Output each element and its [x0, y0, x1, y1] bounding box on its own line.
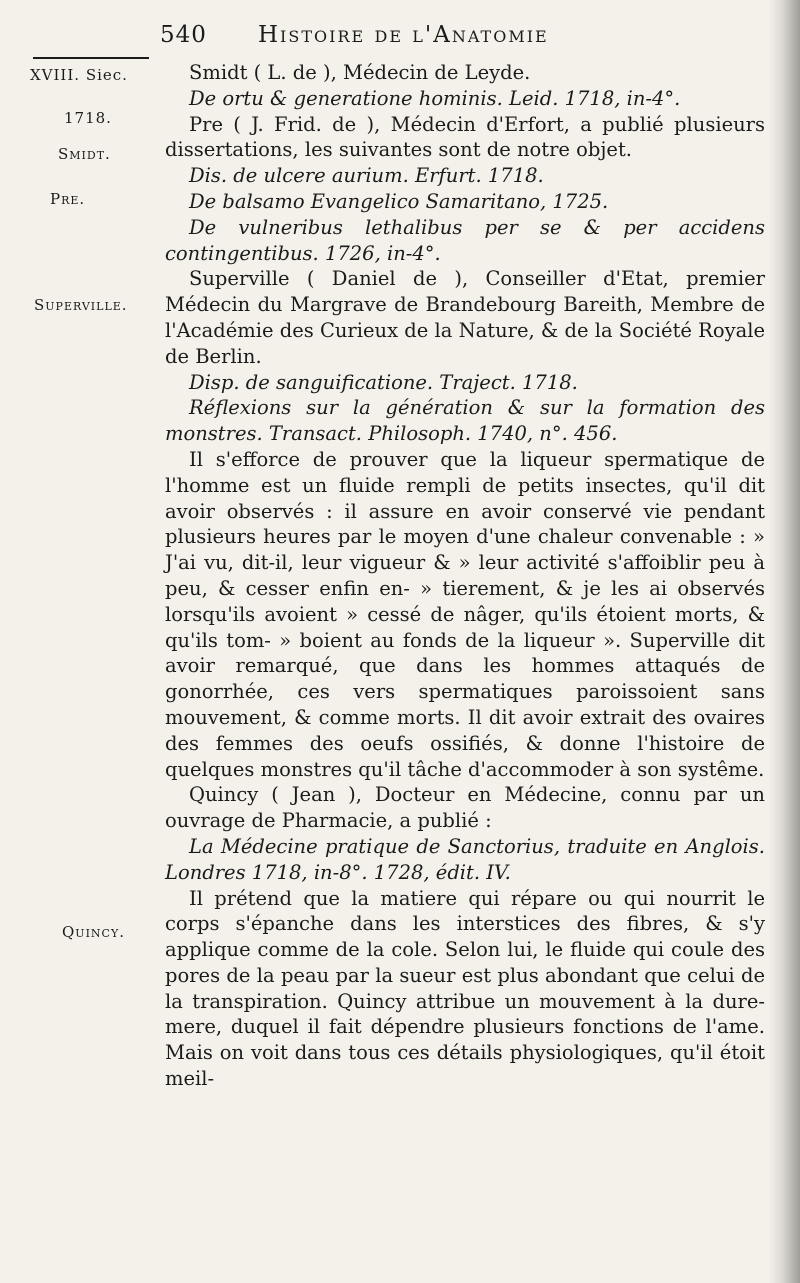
paragraph-superville-summary: Il s'efforce de prouver que la liqueur spermatique de l'homme est un fluide rempli de petits insectes, qu'il dit avoir observés : il assure en avoir conservé vie pendant plusieurs heures par le moyen d'une chaleur convenable : » J'ai vu, dit-il, leur vigueur & » leur activité s'affoiblir peu à peu, & cesser enfin en- » tierement, & je les ai observés lorsqu'ils avoient » cessé de nâger, qu'ils étoient morts, & qu'ils tom- » boient au fonds de la liqueur ». Superville dit avoir remarqué, que dans les hommes attaqués de gonorrhée, ces vers spermatiques paroissoient sans mouvement, & comme morts. Il dit avoir extrait des ovaires des femmes des oeufs ossifiés, & donne l'histoire de quelques monstres qu'il tâche d'accommoder à son systême.: [165, 447, 765, 781]
margin-quincy: Quincy.: [62, 923, 125, 941]
main-text: [165, 60, 765, 1092]
paragraph-superville: Superville ( Daniel de ), Conseiller d'Etat, premier Médecin du Margrave de Brandebourg Bareith, Membre de l'Académie des Curieux de la Nature, & de la Société Royale de Berlin.: [165, 267, 765, 368]
paragraph-smidt-title: De ortu & generatione hominis. Leid. 1718, in-4°.: [189, 86, 681, 110]
paragraph-pre-title-1: Dis. de ulcere aurium. Erfurt. 1718.: [189, 164, 544, 188]
paragraph-superville-title-1: Disp. de sanguificatione. Traject. 1718.: [189, 370, 578, 394]
paragraph-quincy-title: La Médecine pratique de Sanctorius, traduite en Anglois. Londres 1718, in-8°. 1728, édit. IV.: [165, 834, 765, 884]
margin-smidt: Smidt.: [58, 145, 111, 163]
margin-superville: Superville.: [34, 296, 128, 314]
page-header: [160, 22, 760, 56]
margin-pre: Pre.: [50, 190, 86, 208]
running-title: Histoire de l'Anatomie: [258, 22, 549, 48]
paragraph-quincy-summary: Il prétend que la matiere qui répare ou qui nourrit le corps s'épanche dans les interstices des fibres, & s'y applique comme de la cole. Selon lui, le fluide qui coule des pores de la peau par la sueur est plus abondant que celui de la transpiration. Quincy attribue un mouvement à la dure-mere, duquel il fait dépendre plusieurs fonctions de l'ame. Mais on voit dans tous ces détails physiologiques, qu'il étoit meil-: [165, 886, 765, 1091]
header-rule: [33, 57, 149, 59]
page-number: 540: [160, 22, 207, 48]
paragraph-pre: Pre ( J. Frid. de ), Médecin d'Erfort, a publié plusieurs dissertations, les suivantes sont de notre objet.: [165, 112, 765, 162]
paragraph-pre-title-2: De balsamo Evangelico Samaritano, 1725.: [189, 189, 609, 213]
paragraph-quincy: Quincy ( Jean ), Docteur en Médecine, connu par un ouvrage de Pharmacie, a publié :: [165, 783, 765, 833]
page-gutter-shadow: [768, 0, 800, 1283]
paragraph-pre-title-3: De vulneribus lethalibus per se & per accidens contingentibus. 1726, in-4°.: [165, 215, 765, 265]
margin-century: XVIII. Siec.: [30, 66, 128, 84]
margin-year: 1718.: [64, 109, 112, 127]
paragraph-smidt: Smidt ( L. de ), Médecin de Leyde.: [189, 61, 531, 84]
paragraph-superville-title-2: Réflexions sur la génération & sur la formation des monstres. Transact. Philosoph. 1740, n°. 456.: [165, 396, 765, 446]
